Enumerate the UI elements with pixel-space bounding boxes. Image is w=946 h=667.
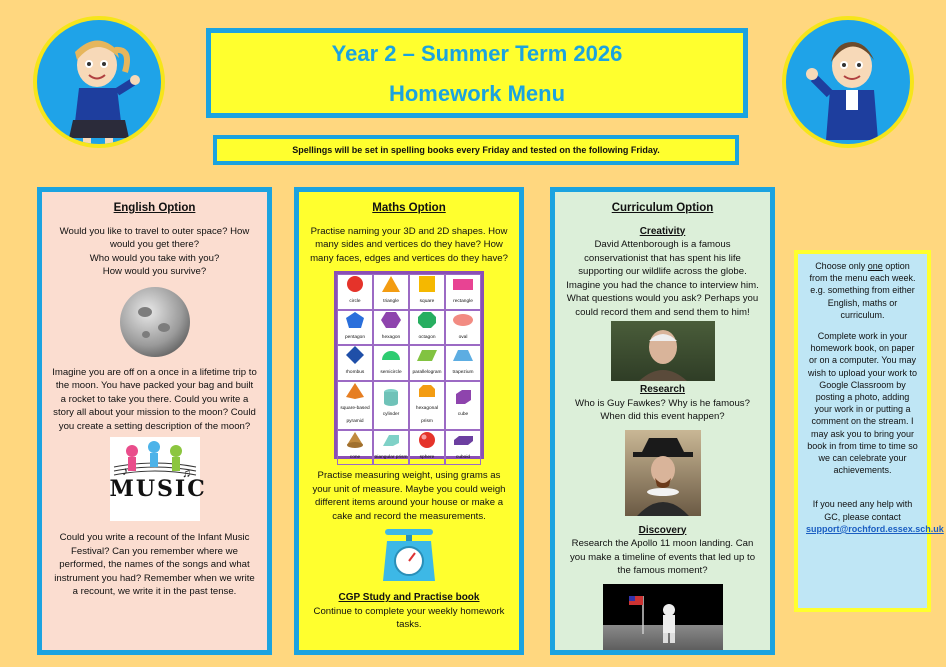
shape-cell-cube (445, 381, 481, 430)
oval-icon (453, 311, 473, 329)
english-text-2: Who would you take with you? (89, 252, 220, 264)
shape-label: rectangle (453, 299, 473, 304)
music-image (109, 437, 207, 521)
shape-cell-cuboid (445, 430, 481, 466)
instructions-text-3: If you need any help with GC, please contact (812, 499, 913, 522)
shape-label: circle (349, 299, 361, 304)
triangle-icon (381, 275, 401, 293)
title-box (206, 28, 748, 118)
shape-cell-trapezium (445, 345, 481, 381)
shape-cell-octagon (409, 310, 445, 346)
semicircle-icon (381, 346, 401, 364)
trapezium-icon (453, 346, 473, 364)
maths-option-panel (294, 187, 524, 655)
page-title: Year 2 – Summer Term 2026 (331, 41, 623, 66)
shape-label: hexagonal prism (415, 405, 439, 424)
shape-label: trapezium (452, 370, 474, 375)
triangular-prism-icon (381, 431, 401, 449)
maths-text-2: Practise measuring weight, using grams as your unit of measure. Maybe you could weigh different items around your house or make a cake and record the measurements. (312, 470, 506, 522)
shapes-chart (334, 271, 484, 459)
circle-icon (345, 275, 365, 293)
shape-cell-cylinder (373, 381, 409, 430)
cylinder-icon (381, 388, 401, 406)
shape-label: square (419, 299, 435, 304)
shape-cell-pentagon (337, 310, 373, 346)
creativity-title: Creativity (639, 225, 686, 237)
portrait-icon (625, 430, 701, 516)
shape-label: triangle (383, 299, 399, 304)
music-label: MUSIC (109, 476, 207, 502)
discovery-title: Discovery (638, 524, 687, 536)
shape-cell-rectangle (445, 274, 481, 310)
rectangle-icon (453, 275, 473, 293)
sphere-icon (417, 431, 437, 449)
page-subtitle: Homework Menu (388, 81, 566, 106)
cone-icon (345, 431, 365, 449)
shape-cell-cone (337, 430, 373, 466)
shape-cell-parallelogram (409, 345, 445, 381)
maths-title: Maths Option (372, 202, 446, 214)
weighing-scale-image (381, 525, 437, 583)
english-text-4: Imagine you are off on a once in a lifetime trip to the moon. You have packed your bag and built a rocket to take you there. Could you write a story all about your mission to the moon? Could you create a setting description of the moon? (52, 366, 257, 432)
shape-label: cube (457, 412, 469, 418)
guy-fawkes-image (625, 430, 701, 516)
square-icon (417, 275, 437, 293)
shape-cell-triangular-prism (373, 430, 409, 466)
spellings-note: Spellings will be set in spelling books every Friday and tested on the following Friday. (213, 135, 739, 165)
shape-label: square-based pyramid (340, 405, 370, 424)
instructions-text-1 (806, 260, 919, 321)
hexagon-icon (381, 311, 401, 329)
shape-cell-hexagon (373, 310, 409, 346)
rhombus-icon (345, 346, 365, 364)
cuboid-icon (453, 431, 473, 449)
boy-mascot (782, 16, 914, 148)
shape-label: cylinder (382, 412, 400, 418)
girl-mascot (33, 16, 165, 148)
english-title: English Option (113, 202, 196, 214)
english-text-5: Could you write a recount of the Infant Music Festival? Can you remember where we performed, the names of the songs and what instrument you had? Remember when we write a recount, we write it in the past tense. (54, 532, 255, 597)
hexagonal-prism-icon (417, 382, 437, 400)
attenborough-photo (611, 321, 715, 381)
research-text: Who is Guy Fawkes? Why is he famous? When did this event happen? (575, 397, 750, 422)
octagon-icon (417, 311, 437, 329)
shape-label: hexagon (381, 334, 401, 340)
maths-text-3: Continue to complete your weekly homework tasks. (313, 605, 505, 630)
shape-label: rhombus (345, 370, 365, 375)
pentagon-icon (345, 311, 365, 329)
boy-mascot-icon (786, 20, 914, 148)
shape-label: octagon (418, 334, 436, 340)
instructions-one: one (867, 261, 883, 271)
shape-label: cuboid (455, 454, 471, 460)
curriculum-option-panel (550, 187, 775, 655)
moon-image (120, 287, 190, 357)
support-email-link[interactable]: support@rochford.essex.sch.uk (806, 523, 944, 534)
shape-cell-square (409, 274, 445, 310)
discovery-text: Research the Apollo 11 moon landing. Can you make a timeline of events that led up to the famous moment? (569, 538, 756, 576)
shape-label: semicircle (380, 370, 402, 375)
person-photo-icon (611, 321, 715, 381)
research-title: Research (639, 384, 686, 395)
moon-landing-photo (603, 584, 723, 650)
cgp-title: CGP Study and Practise book (338, 592, 480, 603)
instructions-box (794, 250, 944, 612)
shape-cell-square-based-pyramid (337, 381, 373, 430)
shape-label: sphere (419, 454, 435, 460)
shape-label: triangular prism (374, 454, 408, 460)
cube-icon (453, 388, 473, 406)
girl-mascot-icon (37, 20, 165, 148)
square-based-pyramid-icon (345, 382, 365, 400)
instructions-choose-rest: option from the menu each week. e.g. something from either English, maths or curriculum. (809, 261, 916, 320)
shape-cell-oval (445, 310, 481, 346)
parallelogram-icon (417, 346, 437, 364)
shape-cell-rhombus (337, 345, 373, 381)
shape-cell-hexagonal-prism (409, 381, 445, 430)
svg-text:♪: ♪ (121, 464, 128, 478)
curriculum-title: Curriculum Option (611, 202, 714, 214)
shape-cell-sphere (409, 430, 445, 466)
shape-cell-semicircle (373, 345, 409, 381)
creativity-text: David Attenborough is a famous conservationist that has spent his life supporting our wildlife across the globe. Imagine you had the chance to interview him. What questions would you ask? Perhaps you could record them and send them to him! (566, 239, 759, 318)
shape-cell-circle (337, 274, 373, 310)
shape-cell-triangle (373, 274, 409, 310)
shape-label: pentagon (344, 334, 365, 340)
shape-label: cone (349, 454, 361, 460)
shape-label: parallelogram (412, 370, 442, 375)
astronaut-icon (603, 584, 723, 650)
scale-icon (381, 525, 437, 583)
instructions-text-2: Complete work in your homework book, on paper or on a computer. You may wish to upload your work to Google Classroom by posting a photo, adding your work in or putting a comment on the stream. I may ask you to bring your book in from time to time so we can celebrate your achievements. (807, 331, 918, 476)
english-option-panel (37, 187, 272, 655)
english-text-1: Would you like to travel to outer space? How would you get there? (59, 225, 250, 250)
english-text-3: How would you survive? (102, 266, 207, 277)
shape-label: oval (458, 334, 468, 340)
instructions-choose: Choose only (815, 261, 868, 271)
maths-text-1: Practise naming your 3D and 2D shapes. How many sides and vertices do they have? How many faces, edges and vertices do they have? (310, 225, 508, 264)
svg-text:♫: ♫ (181, 466, 191, 480)
